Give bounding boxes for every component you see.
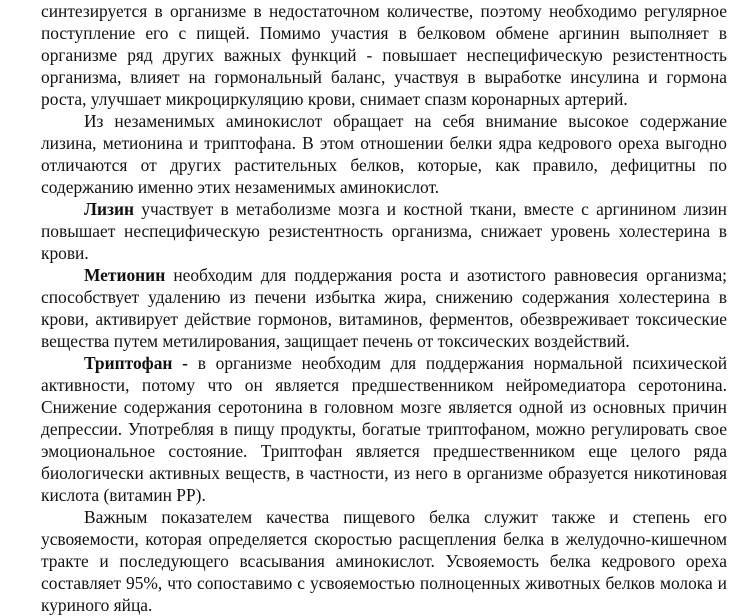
term-tryptophan: Триптофан -	[84, 353, 188, 373]
paragraph-digestibility	[41, 506, 727, 616]
paragraph-text: Важным показателем качества пищевого белка служит также и степень его усвояемости, которая определяется скоростью расщепления белка в желудочно-кишечном тракте и последующего всасывания аминокислот. Усвояемость белка кедрового ореха составляет 95%, что сопоставимо с усвояемостью полноценных животных белков молока и куриного яйца.	[41, 507, 727, 615]
paragraph-tryptophan	[41, 352, 727, 506]
paragraph-methionine	[41, 264, 727, 352]
paragraph-lysine	[41, 198, 727, 264]
paragraph-text: Из незаменимых аминокислот обращает на себя внимание высокое содержание лизина, метионина и триптофана. В этом отношении белки ядра кедрового ореха выгодно отличаются от других растительных белков, которые, как правило, дефицитны по содержанию именно этих незаменимых аминокислот.	[41, 111, 727, 197]
paragraph-arginine-functions	[41, 0, 727, 110]
paragraph-text: синтезируется в организме в недостаточном количестве, поэтому необходимо регулярное поступление его с пищей. Помимо участия в белковом обмене аргинин выполняет в организме ряд других важных функций - повышает неспецифическую резистентность организма, влияет на гормональный баланс, участвуя в выработке инсулина и гормона роста, улучшает микроциркуляцию крови, снимает спазм коронарных артерий.	[41, 1, 727, 109]
paragraph-text: необходим для поддержания роста и азотистого равновесия организма; способствует удалению из печени избытка жира, снижению содержания холестерина в крови, активирует действие гормонов, витаминов, ферментов, обезвреживает токсические вещества путем метилирования, защищает печень от токсических воздействий.	[41, 265, 727, 351]
term-lysine: Лизин	[84, 199, 135, 219]
paragraph-text: в организме необходим для поддержания нормальной психической активности, потому что он является предшественником нейромедиатора серотонина. Снижение содержания серотонина в головном мозге является одной из основных причин депрессии. Употребляя в пищу продукты, богатые триптофаном, можно регулировать свое эмоциональное состояние. Триптофан является предшественником еще целого ряда биологически активных веществ, в частности, из него в организме образуется никотиновая кислота (витамин РР).	[41, 353, 727, 505]
term-methionine: Метионин	[84, 265, 166, 285]
document-page	[41, 0, 727, 616]
paragraph-text: участвует в метаболизме мозга и костной ткани, вместе с аргинином лизин повышает неспецифическую резистентность организма, снижает уровень холестерина в крови.	[41, 199, 727, 263]
paragraph-essential-amino-acids	[41, 110, 727, 198]
